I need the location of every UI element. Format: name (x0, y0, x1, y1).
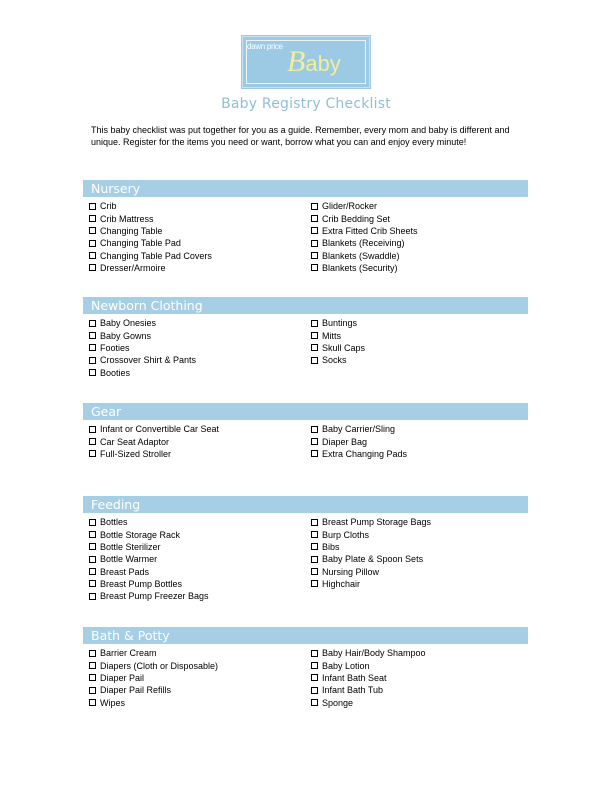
checklist-item[interactable] (89, 578, 209, 590)
checklist-item[interactable] (89, 423, 219, 435)
checklist-item-label: Bibs (322, 541, 340, 552)
checklist-item[interactable] (311, 354, 365, 366)
checklist-item-label: Booties (100, 367, 131, 378)
checklist-item-label: Baby Lotion (322, 660, 370, 671)
checklist-item-label: Highchair (322, 578, 361, 589)
checklist-item-label: Infant or Convertible Car Seat (100, 424, 220, 435)
checkbox-icon[interactable] (311, 438, 318, 445)
checklist-item[interactable] (89, 528, 209, 540)
checkbox-icon[interactable] (311, 687, 318, 694)
checklist-item-label: Bottle Sterilizer (100, 541, 161, 552)
checklist-item-label: Footies (100, 342, 130, 353)
checklist-item-label: Baby Gowns (100, 330, 152, 341)
checklist-item-label: Blankets (Security) (322, 262, 398, 273)
checklist-item[interactable] (89, 249, 212, 261)
logo-small-text: dawn price (247, 42, 283, 51)
checklist-item[interactable] (89, 448, 219, 460)
section-header: Gear (83, 403, 528, 420)
page-title: Baby Registry Checklist (221, 96, 391, 112)
checklist-item[interactable] (89, 237, 212, 249)
checkbox-icon[interactable] (89, 674, 96, 681)
checklist-item[interactable] (89, 225, 212, 237)
checklist-item[interactable] (89, 516, 209, 528)
checkbox-icon[interactable] (311, 264, 318, 271)
checkbox-icon[interactable] (89, 687, 96, 694)
checkbox-icon[interactable] (89, 593, 96, 600)
checklist-item[interactable] (89, 553, 209, 565)
section-header: Newborn Clothing (83, 297, 528, 314)
checkbox-icon[interactable] (311, 320, 318, 327)
checklist-item[interactable] (311, 317, 365, 329)
checklist-item-label: Baby Plate & Spoon Sets (322, 554, 424, 565)
checkbox-icon[interactable] (89, 203, 96, 210)
logo-big-text (287, 43, 341, 83)
checkbox-icon[interactable] (89, 438, 96, 445)
checkbox-icon[interactable] (89, 369, 96, 376)
checklist-item[interactable] (311, 684, 426, 696)
checklist-item-label: Diaper Pail Refills (100, 685, 172, 696)
checklist-item-label: Changing Table Pad Covers (100, 250, 212, 261)
checklist-item[interactable] (311, 696, 426, 708)
checkbox-icon[interactable] (89, 519, 96, 526)
checkbox-icon[interactable] (89, 240, 96, 247)
checklist-item[interactable] (89, 354, 196, 366)
checklist-item-label: Buntings (322, 318, 358, 329)
checklist-item-label: Baby Onesies (100, 318, 157, 329)
checkbox-icon[interactable] (311, 650, 318, 657)
checklist-item-label: Sponge (322, 697, 354, 708)
checklist-item-label: Nursing Pillow (322, 566, 380, 577)
intro-paragraph: This baby checklist was put together for you as a guide. Remember, every mom and baby is different and unique. Register for the items you need or want, borrow what you can and enjoy every minute! (91, 125, 510, 147)
checklist-item[interactable] (311, 342, 365, 354)
checklist-item[interactable] (89, 435, 219, 447)
checklist-item[interactable] (311, 528, 431, 540)
checklist-item[interactable] (311, 329, 365, 341)
checklist-item-label: Breast Pump Storage Bags (322, 517, 432, 528)
section-nursery (83, 180, 528, 273)
section-header: Bath & Potty (83, 627, 528, 644)
checkbox-icon[interactable] (89, 357, 96, 364)
checklist-item[interactable] (311, 212, 418, 224)
checkbox-icon[interactable] (311, 699, 318, 706)
checklist-item[interactable] (311, 249, 418, 261)
checklist-item-label: Bottles (100, 517, 128, 528)
section-header: Feeding (83, 496, 528, 513)
checklist-item-label: Bottle Storage Rack (100, 529, 181, 540)
checklist-item-label: Infant Bath Tub (322, 685, 384, 696)
checklist-column-right (311, 200, 418, 274)
checklist-item-label: Bottle Warmer (100, 554, 158, 565)
checklist-item-label: Blankets (Receiving) (322, 238, 405, 249)
checklist-item[interactable] (311, 237, 418, 249)
checklist-item-label: Crib Mattress (100, 213, 154, 224)
checklist-item[interactable] (311, 262, 418, 274)
checklist-item-label: Diaper Bag (322, 436, 368, 447)
checklist-item-label: Full-Sized Stroller (100, 448, 172, 459)
checklist-item[interactable] (311, 578, 431, 590)
checkbox-icon[interactable] (89, 543, 96, 550)
checklist-item[interactable] (89, 342, 196, 354)
section-newborn-clothing (83, 297, 528, 378)
checklist-column-right (311, 647, 426, 709)
section-feeding (83, 496, 528, 602)
checklist-item[interactable] (89, 262, 212, 274)
checkbox-icon[interactable] (89, 568, 96, 575)
checkbox-icon[interactable] (311, 240, 318, 247)
checklist-item-label: Baby Hair/Body Shampoo (322, 648, 426, 659)
checklist-item[interactable] (311, 541, 431, 553)
checklist-item[interactable] (89, 200, 212, 212)
checklist-item-label: Burp Cloths (322, 529, 370, 540)
logo-initial: B (287, 45, 306, 78)
section-bath-potty (83, 627, 528, 708)
checkbox-icon[interactable] (89, 531, 96, 538)
checklist-column-right (311, 317, 365, 366)
checklist-item-label: Extra Changing Pads (322, 448, 408, 459)
checklist-item[interactable] (89, 696, 218, 708)
checklist-column-right (311, 423, 407, 460)
checkbox-icon[interactable] (311, 450, 318, 457)
checklist-item-label: Socks (322, 355, 347, 366)
checkbox-icon[interactable] (311, 531, 318, 538)
checkbox-icon[interactable] (311, 674, 318, 681)
checklist-item[interactable] (311, 423, 407, 435)
checkbox-icon[interactable] (89, 426, 96, 433)
checkbox-icon[interactable] (311, 357, 318, 364)
checklist-item-label: Crossover Shirt & Pants (100, 355, 197, 366)
checkbox-icon[interactable] (311, 543, 318, 550)
checkbox-icon[interactable] (311, 332, 318, 339)
checkbox-icon[interactable] (311, 556, 318, 563)
checkbox-icon[interactable] (311, 568, 318, 575)
checklist-column-left (89, 200, 212, 274)
checklist-item[interactable] (89, 672, 218, 684)
checklist-item[interactable] (311, 200, 418, 212)
checklist-item-label: Breast Pump Freezer Bags (100, 591, 209, 602)
checklist-item[interactable] (89, 541, 209, 553)
checklist-item[interactable] (89, 317, 196, 329)
checklist-item-label: Glider/Rocker (322, 201, 378, 212)
checklist-item-label: Barrier Cream (100, 648, 157, 659)
checklist-column-left (89, 516, 209, 602)
section-header: Nursery (83, 180, 528, 197)
checklist-item-label: Crib Bedding Set (322, 213, 391, 224)
checkbox-icon[interactable] (311, 662, 318, 669)
checklist-column-right (311, 516, 431, 590)
checklist-item[interactable] (311, 225, 418, 237)
checklist-item[interactable] (89, 366, 196, 378)
checklist-item[interactable] (311, 565, 431, 577)
section-gear (83, 403, 528, 459)
checklist-item[interactable] (311, 647, 426, 659)
checklist-item[interactable] (89, 684, 218, 696)
checklist-column-left (89, 647, 218, 709)
checklist-item-label: Diapers (Cloth or Disposable) (100, 660, 219, 671)
checkbox-icon[interactable] (311, 344, 318, 351)
checklist-item-label: Mitts (322, 330, 341, 341)
checkbox-icon[interactable] (89, 264, 96, 271)
checklist-item[interactable] (311, 516, 431, 528)
checklist-item-label: Changing Table Pad (100, 238, 181, 249)
checklist-item[interactable] (89, 565, 209, 577)
checklist-item-label: Infant Bath Seat (322, 672, 387, 683)
checklist-item-label: Dresser/Armoire (100, 262, 166, 273)
checklist-item-label: Breast Pump Bottles (100, 578, 183, 589)
checkbox-icon[interactable] (311, 203, 318, 210)
checklist-item-label: Breast Pads (100, 566, 150, 577)
checklist-column-left (89, 317, 196, 379)
checkbox-icon[interactable] (311, 426, 318, 433)
checkbox-icon[interactable] (89, 650, 96, 657)
checklist-item-label: Blankets (Swaddle) (322, 250, 400, 261)
checklist-item-label: Wipes (100, 697, 126, 708)
checklist-item-label: Crib (100, 201, 117, 212)
checklist-item-label: Diaper Pail (100, 672, 145, 683)
checklist-item-label: Extra Fitted Crib Sheets (322, 225, 418, 236)
checklist-item[interactable] (311, 448, 407, 460)
checkbox-icon[interactable] (311, 252, 318, 259)
checklist-item[interactable] (89, 590, 209, 602)
checklist-item[interactable] (311, 553, 431, 565)
checkbox-icon[interactable] (311, 227, 318, 234)
checkbox-icon[interactable] (89, 215, 96, 222)
checkbox-icon[interactable] (311, 580, 318, 587)
checklist-item[interactable] (89, 647, 218, 659)
checkbox-icon[interactable] (89, 699, 96, 706)
checklist-item-label: Baby Carrier/Sling (322, 424, 396, 435)
logo-rest: aby (305, 51, 341, 76)
brand-logo (242, 36, 370, 88)
checkbox-icon[interactable] (89, 662, 96, 669)
checkbox-icon[interactable] (311, 215, 318, 222)
checklist-item-label: Car Seat Adaptor (100, 436, 170, 447)
checklist-item[interactable] (311, 672, 426, 684)
checkbox-icon[interactable] (89, 450, 96, 457)
checkbox-icon[interactable] (89, 556, 96, 563)
checkbox-icon[interactable] (89, 227, 96, 234)
checkbox-icon[interactable] (89, 320, 96, 327)
checklist-item[interactable] (311, 435, 407, 447)
checklist-item-label: Skull Caps (322, 342, 366, 353)
checkbox-icon[interactable] (89, 252, 96, 259)
checkbox-icon[interactable] (311, 519, 318, 526)
checklist-item[interactable] (89, 212, 212, 224)
checkbox-icon[interactable] (89, 332, 96, 339)
checklist-item-label: Changing Table (100, 225, 163, 236)
checklist-item[interactable] (89, 329, 196, 341)
checklist-item[interactable] (311, 659, 426, 671)
checkbox-icon[interactable] (89, 344, 96, 351)
checkbox-icon[interactable] (89, 580, 96, 587)
checklist-item[interactable] (89, 659, 218, 671)
checklist-column-left (89, 423, 219, 460)
